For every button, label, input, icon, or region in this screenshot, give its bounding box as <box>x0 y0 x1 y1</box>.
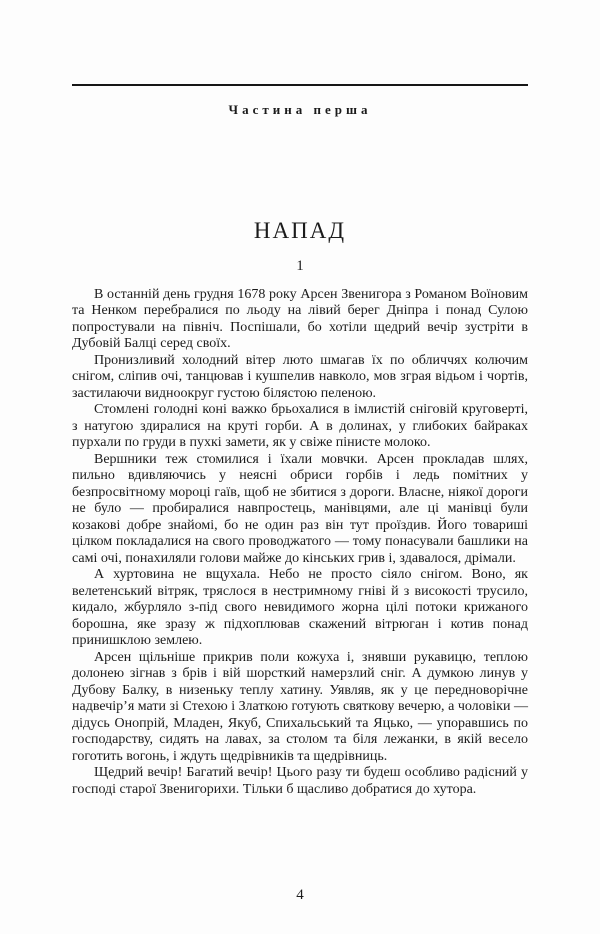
chapter-title: НАПАД <box>253 218 347 243</box>
paragraph: Арсен щільніше прикрив поли кожуха і, знявши рукавицю, теплою долонею зігнав з брів і вій шорсткий намерзлий сніг. А думкою линув у Дубову Балку, в низеньку теплу хатину. Уявляв, як у це передноворічне надвечір’я мати зі Стехою і Златкою готують святкову вечерю, а чоловіки — дідусь Онопрій, Младен, Якуб, Спихальський та Яцько, — упоравшись по господарству, сидять на лавах, за столом та біля лежанки, в якій весело гоготить вогонь, і ждуть щедрівників та щедрівниць. <box>72 649 528 764</box>
page-number: 4 <box>296 887 304 903</box>
paragraph: Вершники теж стомилися і їхали мовчки. Арсен прокладав шлях, пильно вдивляючись у неясні обриси горбів і ледь помітних у безпросвітному мороці гаїв, щоб не збитися з дороги. Власне, ніякої дороги не було — пробиралися навпростець, манівцями, але ці манівці були козакові добре знайомі, бо не один раз він тут проїздив. Його товариші цілком покладалися на свого проводжатого — тому понасували башлики на самі очі, понахиляли голови майже до кінських грив і, здавалося, дрімали. <box>72 451 528 566</box>
paragraph: Стомлені голодні коні важко брьохалися в імлистій сніговій круговерті, з натугою здиралися на круті горби. А в долинах, у глибоких байраках пурхали по груди в пухкі замети, як у свіже пінисте молоко. <box>72 402 528 451</box>
part-heading: Частина перша <box>228 102 372 117</box>
paragraph: Пронизливий холодний вітер люто шмагав їх по обличчях колючим снігом, сліпив очі, танцював і кушпелив навколо, мов зграя відьом і чортів, застилаючи видноокруг густою білястою пеленою. <box>72 352 528 401</box>
header-rule <box>72 84 528 86</box>
paragraph: В останній день грудня 1678 року Арсен Звенигора з Романом Воїновим та Ненком перебралися по льоду на лівий берег Дніпра і понад Сулою попростували на північ. Поспішали, бо хотіли щедрий вечір зустріти в Дубовій Балці серед своїх. <box>72 286 528 352</box>
paragraph: Щедрий вечір! Багатий вечір! Цього разу ти будеш особливо радісний у господі старої Звенигорихи. Тільки б щасливо добратися до хутора. <box>72 765 528 797</box>
paragraph: А хуртовина не вщухала. Небо не просто сіяло снігом. Воно, як велетенський вітряк, тряслося в нестримному гніві й з високості трусило, кидало, жбурляло з-під свого невидимого жорна цілі потоки крижаного борошна, яке зразу ж підхоплював скажений вітрюган і котив понад принишклою землею. <box>72 567 528 649</box>
section-number: 1 <box>296 257 304 274</box>
body-text <box>72 287 528 799</box>
